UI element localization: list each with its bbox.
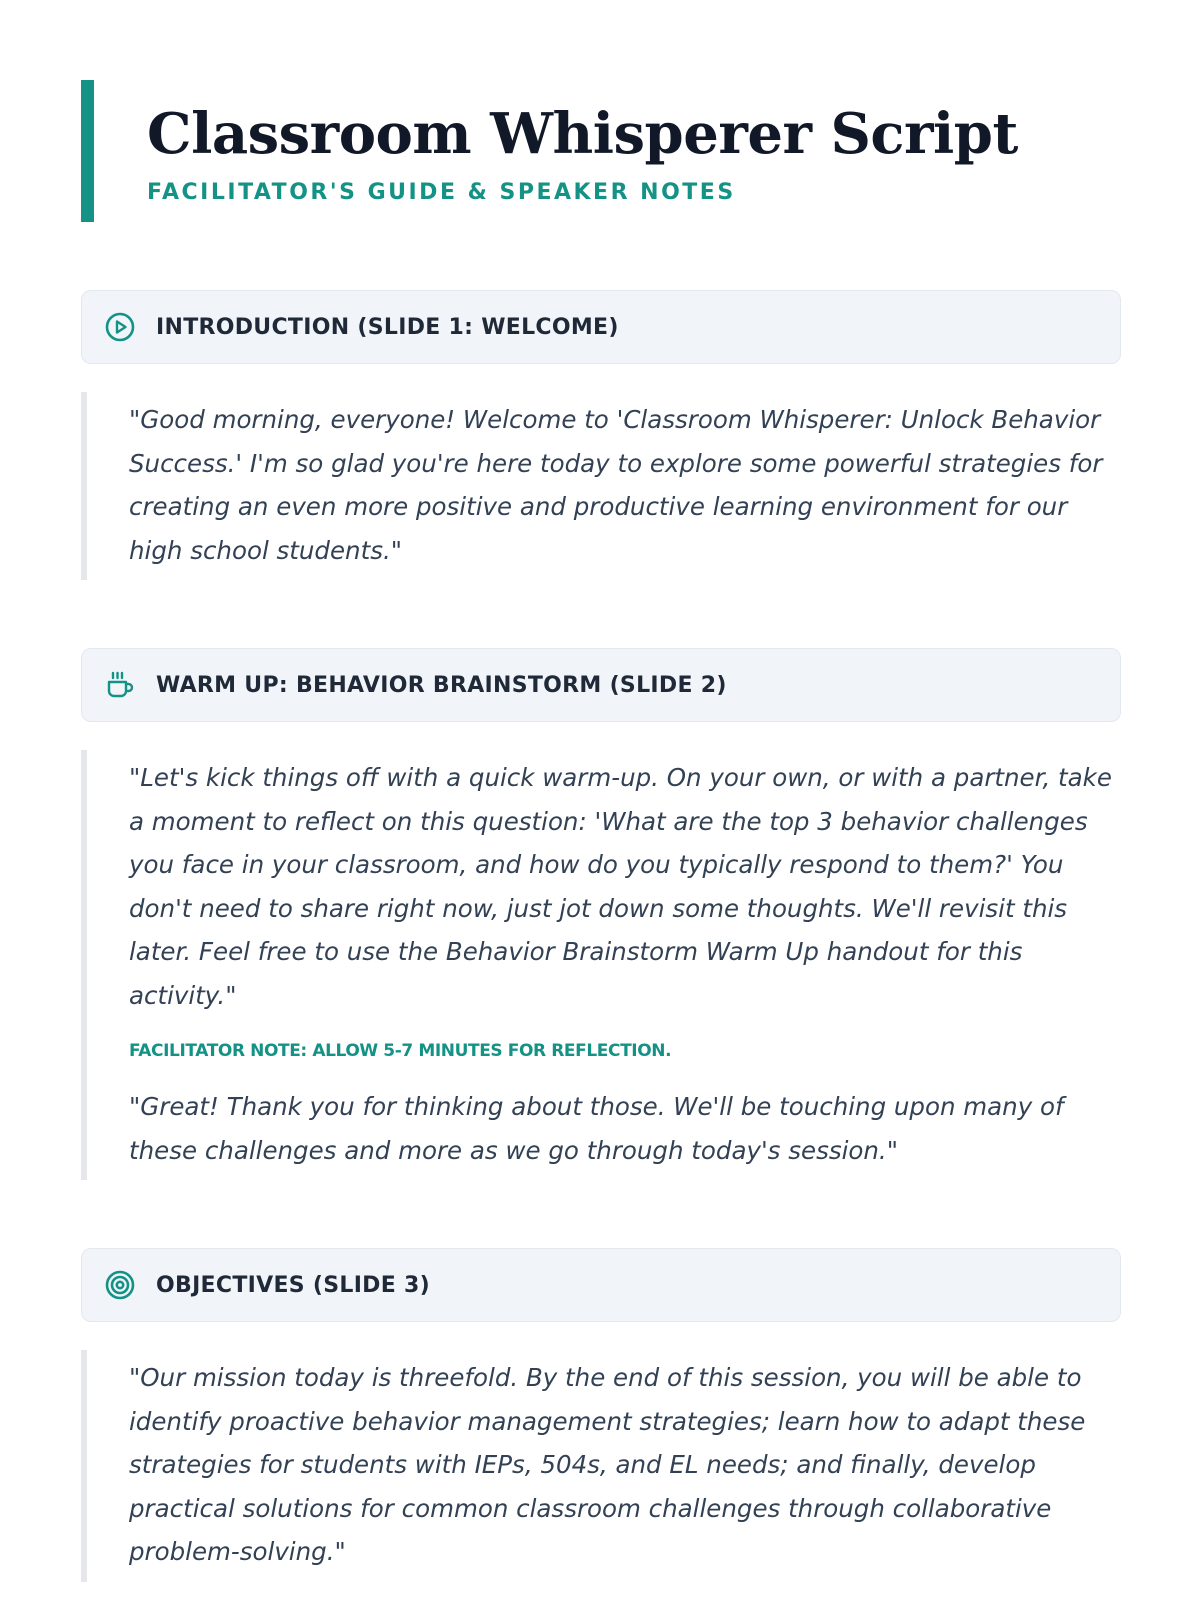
section-introduction <box>81 290 1121 580</box>
document-title: Classroom Whisperer Script <box>147 101 1018 167</box>
section-title: OBJECTIVES (SLIDE 3) <box>156 1272 430 1298</box>
section-body <box>81 1350 1121 1582</box>
section-body <box>81 750 1121 1180</box>
section-objectives <box>81 1248 1121 1582</box>
section-header <box>81 648 1121 722</box>
document-page <box>81 80 1121 1582</box>
speaker-quote: "Let's kick things off with a quick warm-up. On your own, or with a partner, take a moment to reflect on this question: 'What are the top 3 behavior challenges you face in your classroom, and how do you typically respond to them?' You don't need to share right now, just jot down some thoughts. We'll revisit this later. Feel free to use the Behavior Brainstorm Warm Up handout for this activity." <box>129 763 1112 1010</box>
target-icon <box>104 1269 136 1301</box>
section-header <box>81 1248 1121 1322</box>
speaker-quote: "Good morning, everyone! Welcome to 'Classroom Whisperer: Unlock Behavior Success.' I'm so glad you're here today to explore some powerful strategies for creating an even more positive and productive learning environment for our high school students." <box>129 405 1103 565</box>
section-title: INTRODUCTION (SLIDE 1: WELCOME) <box>156 314 619 340</box>
speaker-quote: "Great! Thank you for thinking about those. We'll be touching upon many of these challenges and more as we go through today's session." <box>129 1092 1064 1165</box>
document-subtitle: FACILITATOR'S GUIDE & SPEAKER NOTES <box>147 180 736 205</box>
section-warm-up <box>81 648 1121 1180</box>
section-header <box>81 290 1121 364</box>
section-body <box>81 392 1121 580</box>
section-title: WARM UP: BEHAVIOR BRAINSTORM (SLIDE 2) <box>156 672 727 698</box>
speaker-quote: "Our mission today is threefold. By the end of this session, you will be able to identify proactive behavior management strategies; learn how to adapt these strategies for students with IEPs, 504s, and EL needs; and finally, develop practical solutions for common classroom challenges through collaborative problem-solving." <box>129 1363 1086 1566</box>
title-block <box>81 80 1121 222</box>
facilitator-note: FACILITATOR NOTE: ALLOW 5-7 MINUTES FOR REFLECTION. <box>129 1041 672 1061</box>
coffee-cup-icon <box>104 669 136 701</box>
play-circle-icon <box>104 311 136 343</box>
